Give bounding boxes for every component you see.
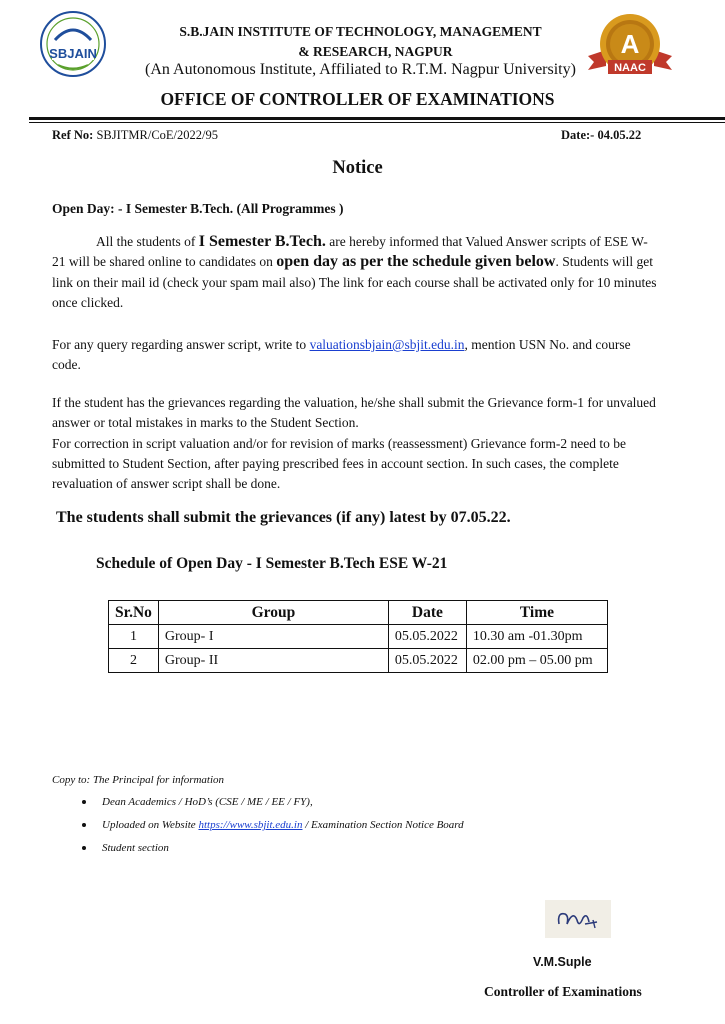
website-link[interactable]: https://www.sbjit.edu.in [198,819,303,831]
reference-number: Ref No: SBJITMR/CoE/2022/95 [52,128,218,142]
schedule-table [108,600,608,673]
cell-date: 05.05.2022 [388,625,466,649]
logo-text: SBJAIN [49,46,97,61]
institute-affiliation: (An Autonomous Institute, Affiliated to R.T.M. Nagpur University) [145,61,576,78]
table-row [109,649,608,673]
naac-grade: A [620,29,640,59]
copy-to-list [82,788,464,857]
paragraph-grievance: If the student has the grievances regarding the valuation, he/she shall submit the Grievance form-1 for unvalued answer or total mistakes in marks to the Student Section. For correction in script valuation and/or for revision of marks (reassessment) Grievance form-2 need to be submitted to Student Section, after paying prescribed fees in account section. In such cases, the complete revaluation of answer script shall be done. [52,395,656,492]
cell-sr-no: 2 [109,649,159,673]
signature-image [545,900,611,938]
header-date: Date [388,601,466,625]
email-link[interactable]: valuationsbjain@sbjit.edu.in [309,337,465,352]
signatory-name: V.M.Suple [533,955,592,969]
paragraph-intro: All the students of I Semester B.Tech. are hereby informed that Valued Answer scripts of ESE W-21 will be shared online to candidates on open day as per the schedule given below. Students will get link on their mail id (check your spam mail also) The link for each course shall be activated only for 10 minutes once clicked. [52,233,657,310]
table-header-row [109,601,608,625]
header-time: Time [466,601,607,625]
institute-location: & RESEARCH, NAGPUR [298,44,453,59]
paragraph-query: For any query regarding answer script, write to valuationsbjain@sbjit.edu.in, mention USN No. and course code. [52,337,631,373]
cell-time: 10.30 am -01.30pm [466,625,607,649]
institute-name: S.B.JAIN INSTITUTE OF TECHNOLOGY, MANAGEMENT [179,24,542,39]
header-group: Group [158,601,388,625]
cell-date: 05.05.2022 [388,649,466,673]
notice-subject: Open Day: - I Semester B.Tech. (All Programmes ) [52,201,344,216]
header-sr-no: Sr.No [109,601,159,625]
header-divider-thick [29,117,725,120]
cell-group: Group- I [158,625,388,649]
cell-time: 02.00 pm – 05.00 pm [466,649,607,673]
table-row [109,625,608,649]
header-divider-thin [29,122,725,123]
naac-label: NAAC [614,62,646,74]
list-item: Student section [82,834,464,857]
cell-sr-no: 1 [109,625,159,649]
notice-date: Date:- 04.05.22 [561,128,642,142]
grievance-deadline: The students shall submit the grievances (if any) latest by 07.05.22. [56,509,511,526]
cell-group: Group- II [158,649,388,673]
signatory-role: Controller of Examinations [484,984,642,999]
list-item: Dean Academics / HoD’s (CSE / ME / EE / FY), [82,788,464,811]
schedule-title: Schedule of Open Day - I Semester B.Tech ESE W-21 [96,555,448,572]
copy-to-intro: Copy to: The Principal for information [52,774,225,786]
office-title: OFFICE OF CONTROLLER OF EXAMINATIONS [160,89,555,109]
list-item: Uploaded on Website https://www.sbjit.edu.in / Examination Section Notice Board [82,811,464,834]
notice-title: Notice [332,158,383,178]
